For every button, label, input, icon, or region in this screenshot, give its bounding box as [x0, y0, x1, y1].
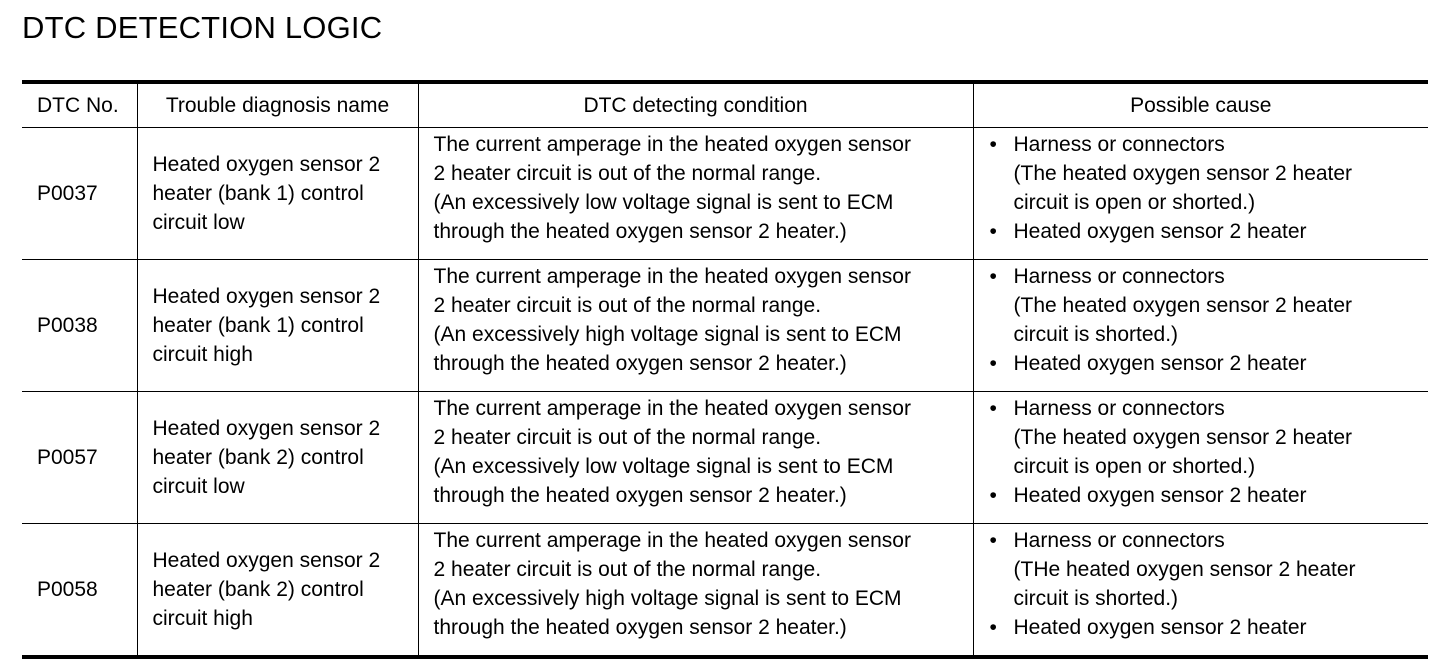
condition-line: The current amperage in the heated oxygen sensor	[433, 397, 911, 420]
name-line: circuit low	[152, 475, 245, 498]
trouble-diagnosis-name	[137, 260, 418, 392]
dtc-code: P0038	[22, 260, 137, 392]
cause-text: Harness or connectors	[1013, 529, 1225, 552]
bullet-icon: •	[989, 484, 997, 507]
cause-detail-line: circuit is shorted.)	[1013, 323, 1179, 346]
name-line: circuit high	[152, 343, 253, 366]
cause-text: Heated oxygen sensor 2 heater	[1013, 484, 1307, 507]
cause-detail-line: (The heated oxygen sensor 2 heater	[1013, 162, 1353, 185]
name-line: heater (bank 1) control	[152, 314, 364, 337]
cause-item	[990, 394, 1429, 423]
bullet-icon: •	[989, 133, 997, 156]
condition-line: through the heated oxygen sensor 2 heater.)	[433, 352, 847, 375]
header-dtc-detecting-condition: DTC detecting condition	[418, 82, 973, 128]
condition-line: (An excessively high voltage signal is sent to ECM	[433, 323, 902, 346]
bullet-icon: •	[989, 397, 997, 420]
trouble-diagnosis-name	[137, 524, 418, 658]
condition-line: through the heated oxygen sensor 2 heater.)	[433, 616, 847, 639]
condition-line: The current amperage in the heated oxygen sensor	[433, 265, 911, 288]
cause-detail-line: circuit is open or shorted.)	[1013, 455, 1256, 478]
cause-item	[990, 130, 1429, 159]
trouble-diagnosis-name	[137, 128, 418, 260]
dtc-table	[22, 80, 1428, 659]
dtc-detecting-condition	[418, 260, 973, 392]
name-line: circuit low	[152, 211, 245, 234]
condition-line: The current amperage in the heated oxygen sensor	[433, 133, 911, 156]
dtc-code: P0057	[22, 392, 137, 524]
header-trouble-diagnosis-name: Trouble diagnosis name	[137, 82, 418, 128]
table-row	[22, 524, 1428, 658]
header-dtc-no: DTC No.	[22, 82, 137, 128]
cause-item	[990, 613, 1429, 642]
condition-line: (An excessively low voltage signal is sent to ECM	[433, 455, 894, 478]
name-line: heater (bank 2) control	[152, 446, 364, 469]
condition-line: The current amperage in the heated oxygen sensor	[433, 529, 911, 552]
name-line: circuit high	[152, 607, 253, 630]
name-line: Heated oxygen sensor 2	[152, 549, 381, 572]
dtc-detecting-condition	[418, 524, 973, 658]
condition-line: through the heated oxygen sensor 2 heater.)	[433, 220, 847, 243]
table-row	[22, 392, 1428, 524]
header-possible-cause: Possible cause	[973, 82, 1428, 128]
table-row	[22, 260, 1428, 392]
bullet-icon: •	[989, 220, 997, 243]
dtc-detecting-condition	[418, 392, 973, 524]
name-line: Heated oxygen sensor 2	[152, 285, 381, 308]
cause-detail-line: (THe heated oxygen sensor 2 heater	[1013, 558, 1356, 581]
trouble-diagnosis-name	[137, 392, 418, 524]
cause-text: Heated oxygen sensor 2 heater	[1013, 616, 1307, 639]
possible-cause	[973, 128, 1428, 260]
name-line: heater (bank 2) control	[152, 578, 364, 601]
condition-line: 2 heater circuit is out of the normal range.	[433, 558, 822, 581]
cause-detail-line: (The heated oxygen sensor 2 heater	[1013, 294, 1353, 317]
condition-line: (An excessively low voltage signal is sent to ECM	[433, 191, 894, 214]
name-line: Heated oxygen sensor 2	[152, 153, 381, 176]
cause-text: Heated oxygen sensor 2 heater	[1013, 352, 1307, 375]
dtc-detecting-condition	[418, 128, 973, 260]
bullet-icon: •	[989, 616, 997, 639]
cause-item	[990, 349, 1429, 378]
cause-item	[990, 481, 1429, 510]
cause-detail-line: (The heated oxygen sensor 2 heater	[1013, 426, 1353, 449]
table-row	[22, 128, 1428, 260]
bullet-icon: •	[989, 529, 997, 552]
cause-item	[990, 526, 1429, 555]
condition-line: through the heated oxygen sensor 2 heater.)	[433, 484, 847, 507]
condition-line: 2 heater circuit is out of the normal range.	[433, 426, 822, 449]
condition-line: 2 heater circuit is out of the normal range.	[433, 162, 822, 185]
page-title: DTC DETECTION LOGIC	[22, 10, 383, 45]
cause-text: Harness or connectors	[1013, 133, 1225, 156]
cause-detail-line: circuit is shorted.)	[1013, 587, 1179, 610]
dtc-code: P0037	[22, 128, 137, 260]
bullet-icon: •	[989, 265, 997, 288]
possible-cause	[973, 524, 1428, 658]
cause-detail-line: circuit is open or shorted.)	[1013, 191, 1256, 214]
name-line: heater (bank 1) control	[152, 182, 364, 205]
name-line: Heated oxygen sensor 2	[152, 417, 381, 440]
dtc-code: P0058	[22, 524, 137, 658]
cause-item	[990, 262, 1429, 291]
table-header-row	[22, 82, 1428, 128]
possible-cause	[973, 392, 1428, 524]
possible-cause	[973, 260, 1428, 392]
condition-line: 2 heater circuit is out of the normal range.	[433, 294, 822, 317]
bullet-icon: •	[989, 352, 997, 375]
cause-text: Heated oxygen sensor 2 heater	[1013, 220, 1307, 243]
cause-item	[990, 217, 1429, 246]
cause-text: Harness or connectors	[1013, 265, 1225, 288]
cause-text: Harness or connectors	[1013, 397, 1225, 420]
condition-line: (An excessively high voltage signal is sent to ECM	[433, 587, 902, 610]
